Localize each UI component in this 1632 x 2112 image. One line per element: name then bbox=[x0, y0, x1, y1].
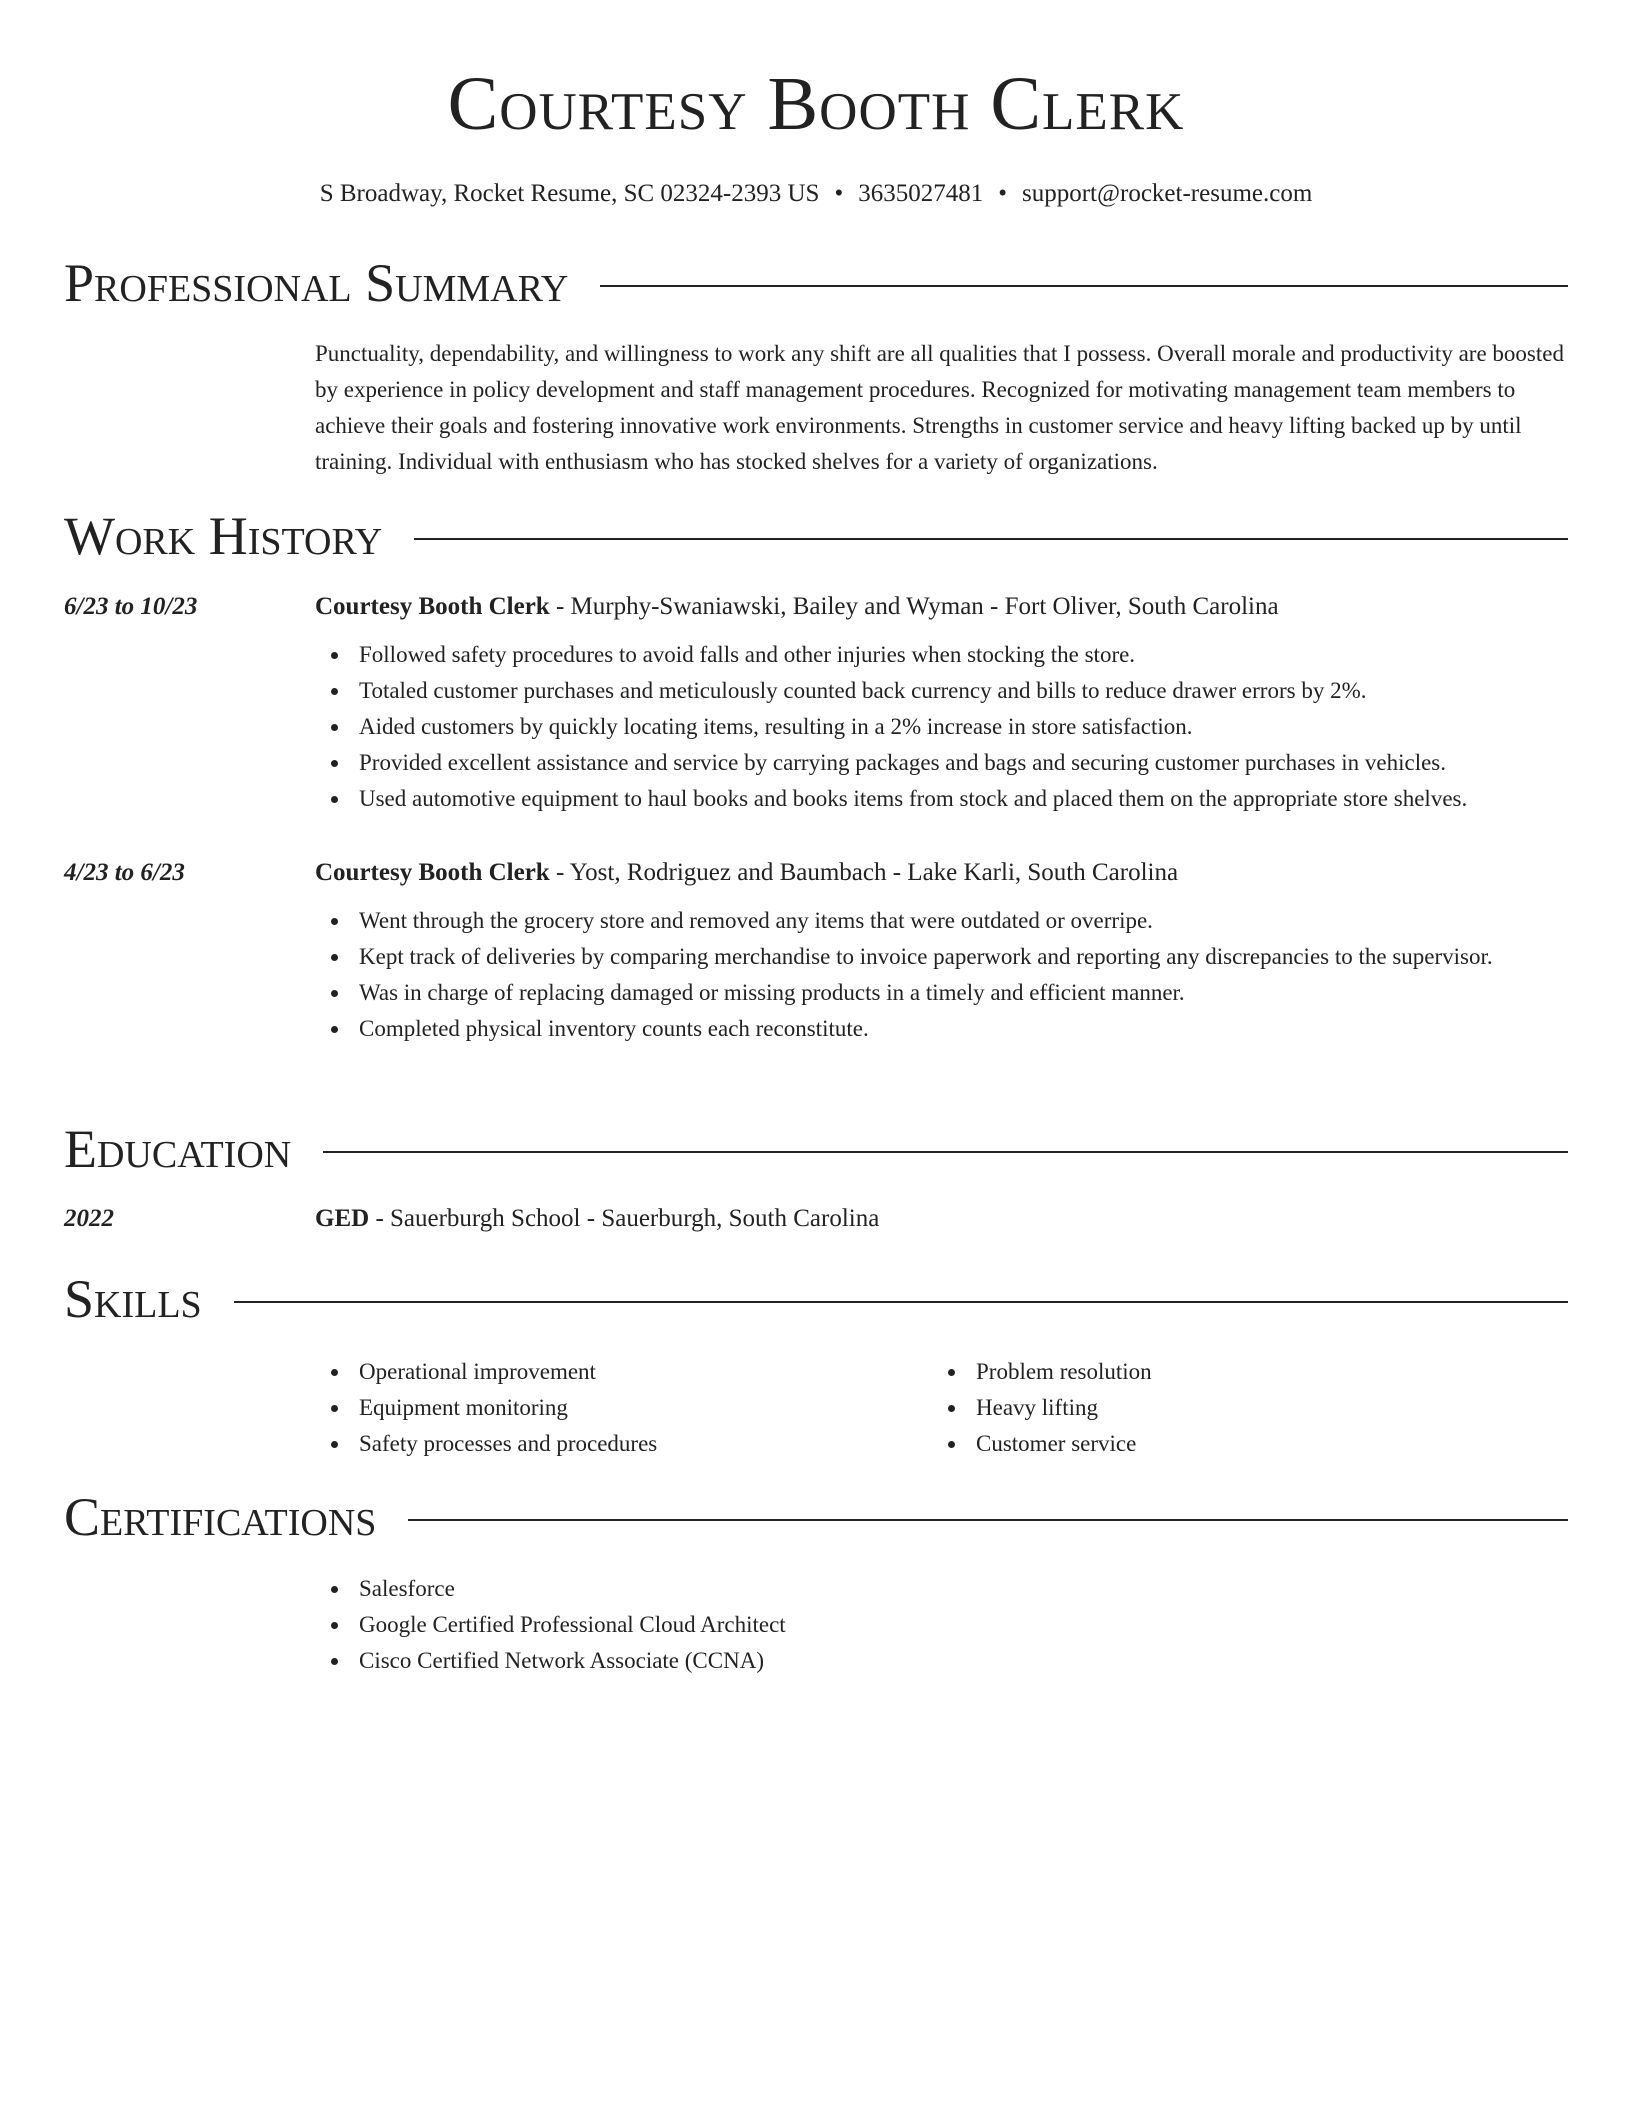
education-line bbox=[315, 1203, 1568, 1235]
contact-separator: • bbox=[998, 180, 1007, 207]
job-dates: 4/23 to 6/23 bbox=[64, 859, 185, 886]
resume-name: Courtesy Booth Clerk bbox=[447, 62, 1185, 146]
list-item: Customer service bbox=[976, 1426, 1549, 1462]
resume-page bbox=[64, 0, 1568, 1673]
job-duties bbox=[315, 637, 1568, 817]
skills-list-right bbox=[932, 1354, 1549, 1462]
job-details: - Yost, Rodriguez and Baumbach - Lake Karli, South Carolina bbox=[549, 859, 1179, 886]
list-item: Aided customers by quickly locating items, resulting in a 2% increase in store satisfaction. bbox=[359, 709, 1568, 745]
job-role: Courtesy Booth Clerk bbox=[315, 859, 550, 886]
section-divider bbox=[408, 1519, 1568, 1521]
skills-section-header bbox=[64, 1268, 1568, 1330]
list-item: Google Certified Professional Cloud Architect bbox=[359, 1607, 1568, 1643]
contact-email[interactable]: support@rocket-resume.com bbox=[1021, 180, 1313, 207]
list-item: Provided excellent assistance and service by carrying packages and bags and securing customer purchases in vehicles. bbox=[359, 745, 1568, 781]
list-item: Totaled customer purchases and meticulously counted back currency and bills to reduce drawer errors by 2%. bbox=[359, 673, 1568, 709]
section-divider bbox=[323, 1151, 1568, 1153]
certifications-section-header bbox=[64, 1486, 1568, 1548]
education-section-title: Education bbox=[64, 1119, 292, 1179]
summary-section-title: Professional Summary bbox=[64, 253, 569, 313]
job-dates: 6/23 to 10/23 bbox=[64, 593, 198, 620]
skills-grid bbox=[315, 1354, 1568, 1462]
list-item: Equipment monitoring bbox=[359, 1390, 932, 1426]
list-item: Heavy lifting bbox=[976, 1390, 1549, 1426]
list-item: Was in charge of replacing damaged or missing products in a timely and efficient manner. bbox=[359, 975, 1568, 1011]
job-title-line bbox=[315, 857, 1568, 889]
summary-text: Punctuality, dependability, and willingness to work any shift are all qualities that I possess. Overall morale and productivity are boosted by experience in policy development and staff management procedures. Recognized for motivating management team members to achieve their goals and fostering innovative work environments. Strengths in customer service and heavy lifting backed up by until training. Individual with enthusiasm who has stocked shelves for a variety of organizations. bbox=[315, 341, 1564, 474]
education-details: - Sauerburgh School - Sauerburgh, South Carolina bbox=[369, 1205, 880, 1232]
certifications-list bbox=[315, 1571, 1568, 1679]
contact-address: S Broadway, Rocket Resume, SC 02324-2393 US bbox=[319, 180, 820, 207]
education-year: 2022 bbox=[64, 1205, 114, 1232]
list-item: Cisco Certified Network Associate (CCNA) bbox=[359, 1643, 1568, 1679]
section-divider bbox=[600, 285, 1568, 287]
skills-section-title: Skills bbox=[64, 1269, 202, 1329]
job-details: - Murphy-Swaniawski, Bailey and Wyman - Fort Oliver, South Carolina bbox=[549, 593, 1279, 620]
list-item: Followed safety procedures to avoid falls and other injuries when stocking the store. bbox=[359, 637, 1568, 673]
section-divider bbox=[414, 538, 1568, 540]
list-item: Completed physical inventory counts each reconstitute. bbox=[359, 1011, 1568, 1047]
list-item: Problem resolution bbox=[976, 1354, 1549, 1390]
work-section-header bbox=[64, 505, 1568, 567]
skills-list-left bbox=[315, 1354, 932, 1462]
education-section-header bbox=[64, 1118, 1568, 1180]
education-degree: GED bbox=[315, 1205, 370, 1232]
list-item: Used automotive equipment to haul books and books items from stock and placed them on the appropriate store shelves. bbox=[359, 781, 1568, 817]
contact-separator: • bbox=[834, 180, 844, 207]
list-item: Went through the grocery store and removed any items that were outdated or overripe. bbox=[359, 903, 1568, 939]
list-item: Kept track of deliveries by comparing merchandise to invoice paperwork and reporting any discrepancies to the supervisor. bbox=[359, 939, 1568, 975]
job-role: Courtesy Booth Clerk bbox=[315, 593, 550, 620]
summary-section-header bbox=[64, 252, 1568, 314]
job-duties bbox=[315, 903, 1568, 1047]
list-item: Salesforce bbox=[359, 1571, 1568, 1607]
contact-phone: 3635027481 bbox=[858, 180, 984, 207]
contact-line bbox=[64, 178, 1568, 210]
list-item: Operational improvement bbox=[359, 1354, 932, 1390]
certifications-section-title: Certifications bbox=[64, 1487, 377, 1547]
section-divider bbox=[234, 1301, 1568, 1303]
list-item: Safety processes and procedures bbox=[359, 1426, 932, 1462]
job-title-line bbox=[315, 591, 1568, 623]
work-section-title: Work History bbox=[64, 506, 383, 566]
